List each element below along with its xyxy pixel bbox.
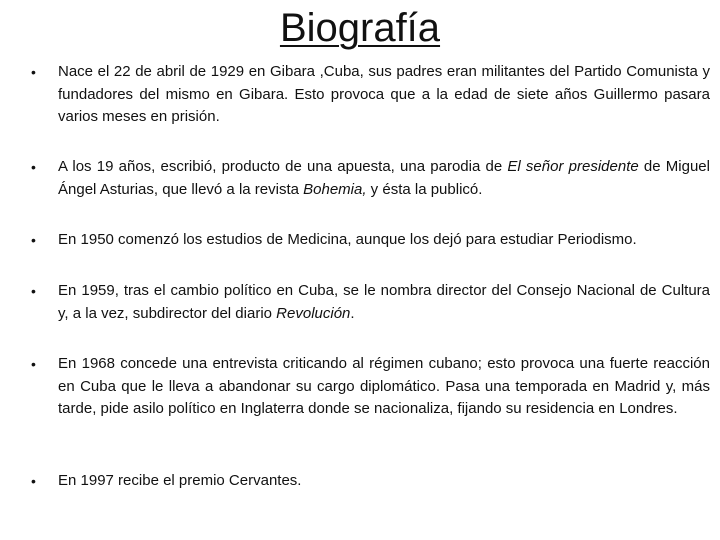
- bullet-marker: •: [31, 473, 36, 489]
- bullet-marker: •: [31, 356, 36, 372]
- bullet-text-run: En 1950 comenzó los estudios de Medicina, aunque los dejó para estudiar Periodismo.: [58, 231, 637, 248]
- bullet-text: [58, 229, 710, 252]
- bullet-text: [58, 156, 710, 201]
- italic-title-text: El señor presidente: [507, 158, 639, 175]
- bullet-text-run: En 1968 concede una entrevista criticando al régimen cubano; esto provoca una fuerte reacción en Cuba que le lleva a abandonar su cargo diplomático. Pasa una temporada en Madrid y, más tarde, pide asilo político en Inglaterra donde se nacionaliza, fijando su residencia en Londres.: [58, 355, 710, 417]
- bullet-text-run: .: [350, 304, 355, 322]
- bullet-text: [58, 280, 710, 325]
- bullet-text: [58, 353, 710, 421]
- bullet-text-run: En 1997 recibe el premio Cervantes.: [58, 472, 302, 489]
- bullet-text-run: A los 19 años, escribió, producto de una apuesta, una parodia de: [58, 158, 508, 175]
- bullet-marker: •: [31, 283, 36, 299]
- bullet-text: [58, 61, 710, 129]
- italic-title-text: Revolución: [276, 304, 351, 322]
- bullet-marker: •: [31, 64, 36, 80]
- bullet-marker: •: [31, 159, 36, 175]
- bullet-text: [58, 470, 710, 493]
- bullet-text-run: Nace el 22 de abril de 1929 en Gibara ,Cuba, sus padres eran militantes del Partido Comunista y fundadores del mismo en Gibara. Esto provoca que a la edad de siete años Guillermo pasara varios meses en prisión.: [58, 63, 710, 125]
- bullet-text-run: En 1959, tras el cambio político en Cuba, se le nombra director del Consejo Nacional de Cultura y, a la vez, subdirector del diario: [58, 282, 710, 322]
- italic-title-text: Bohemia,: [303, 180, 367, 198]
- bullet-text-run: de Miguel Ángel Asturias, que llevó a la revista: [58, 158, 710, 198]
- bullet-text-run: y ésta la publicó.: [366, 180, 483, 198]
- slide-title-text: Biografía: [279, 6, 441, 50]
- bullet-marker: •: [31, 232, 36, 248]
- slide-title: [0, 4, 720, 52]
